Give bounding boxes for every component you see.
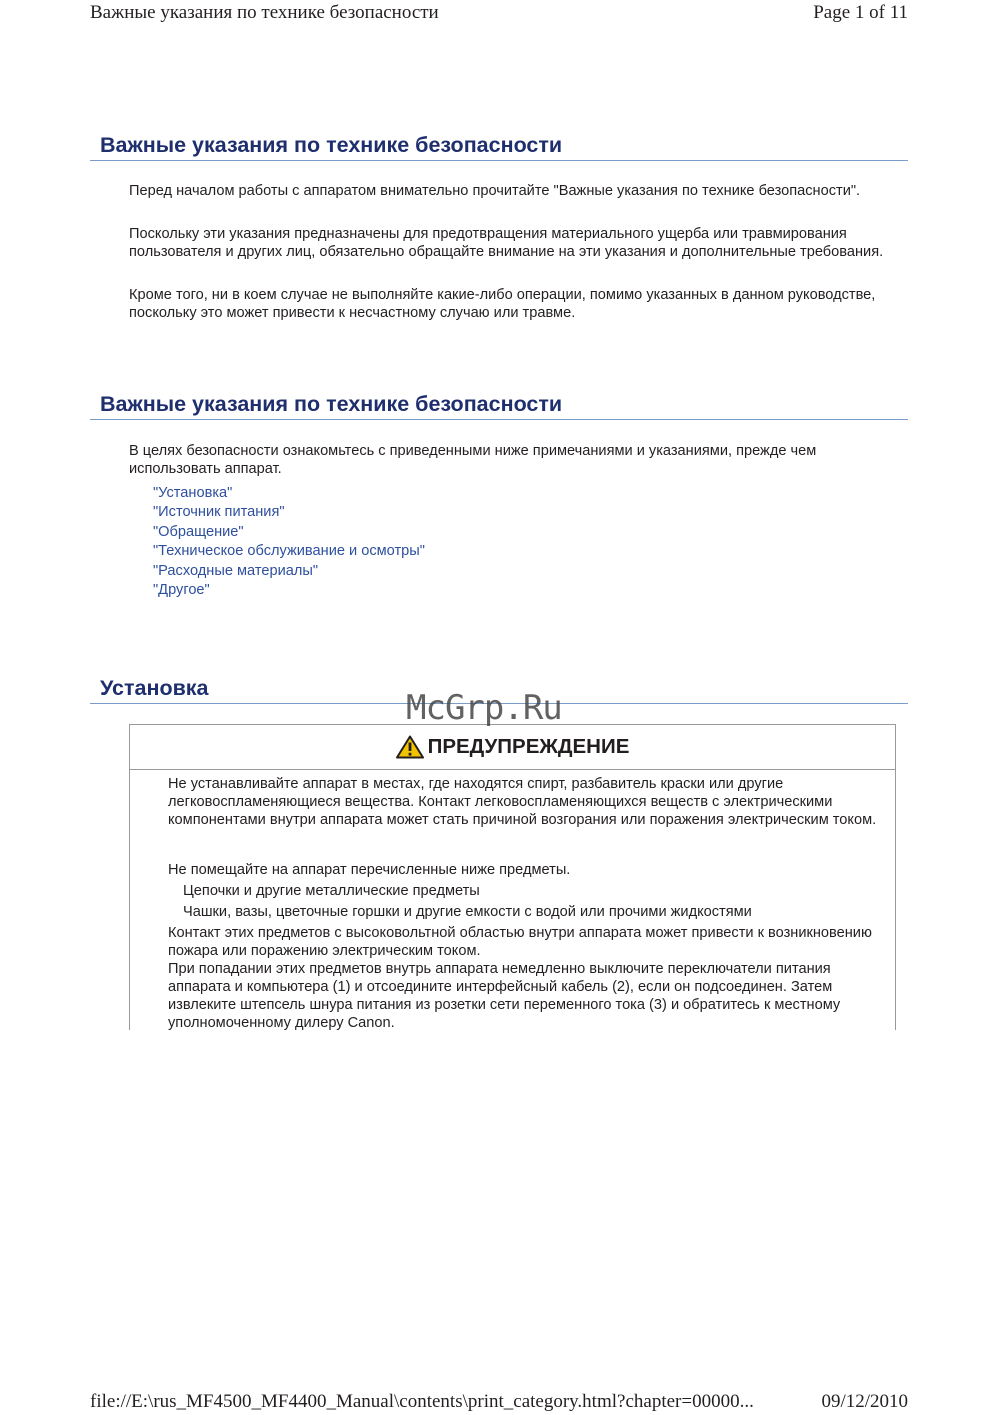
link-installation[interactable]: "Установка" (153, 485, 233, 501)
page-footer (90, 1391, 908, 1415)
link-handling[interactable]: "Обращение" (153, 523, 244, 540)
warning-list-item: Цепочки и другие металлические предметы (183, 883, 480, 899)
section-heading: Важные указания по технике безопасности (90, 390, 908, 420)
page-header (90, 2, 908, 26)
warning-box (129, 724, 896, 1030)
footer-path: file://E:\rus_MF4500_MF4400_Manual\contents\print_category.html?chapter=00000... (90, 1391, 754, 1412)
link-power-supply[interactable]: "Источник питания" (153, 504, 285, 521)
section-heading: Установка (90, 674, 908, 704)
warning-list-item: Чашки, вазы, цветочные горшки и другие емкости с водой или прочими жидкостями (183, 904, 752, 920)
header-title: Важные указания по технике безопасности (90, 2, 439, 23)
link-other[interactable]: "Другое" (153, 582, 210, 599)
header-page-number: Page 1 of 11 (813, 2, 908, 23)
warning-paragraph: При попадании этих предметов внутрь аппарата немедленно выключите переключатели питания аппарата и компьютера (1) и отсоедините интерфейсный кабель (2), если он подсоединен. Затем извлеките штепсель шнура питания из розетки сети переменного тока (3) и обратитесь к местному уполномоченному дилеру Canon. (168, 961, 841, 1031)
paragraph: Перед началом работы с аппаратом внимательно прочитайте "Важные указания по технике безопасности". (129, 183, 861, 199)
paragraph: Поскольку эти указания предназначены для предотвращения материального ущерба или травмирования пользователя и других лиц, обязательно обращайте внимание на эти указания и дополнительные требования. (129, 226, 884, 260)
link-list (153, 484, 425, 600)
link-maintenance[interactable]: "Техническое обслуживание и осмотры" (153, 543, 425, 560)
warning-paragraph: Не устанавливайте аппарат в местах, где находятся спирт, разбавитель краски или другие легковоспламеняющиеся вещества. Контакт легковоспламеняющихся веществ с электрическими компонентами внутри аппарата может стать причиной возгорания или поражения электрическим током. (168, 776, 877, 828)
footer-date: 09/12/2010 (821, 1391, 908, 1412)
section-heading: Важные указания по технике безопасности (90, 131, 908, 161)
warning-title (130, 725, 895, 770)
paragraph: В целях безопасности ознакомьтесь с приведенными ниже примечаниями и указаниями, прежде чем использовать аппарат. (129, 443, 817, 477)
warning-intro: Не помещайте на аппарат перечисленные ниже предметы. (168, 862, 571, 878)
paragraph: Кроме того, ни в коем случае не выполняйте какие-либо операции, помимо указанных в данном руководстве, поскольку это может привести к несчастному случаю или травме. (129, 287, 876, 321)
warning-paragraph: Контакт этих предметов с высоковольтной областью внутри аппарата может привести к возникновению пожара или поражению электрическим током. (168, 925, 872, 959)
warning-triangle-icon (396, 735, 424, 759)
link-consumables[interactable]: "Расходные материалы" (153, 562, 319, 579)
watermark: McGrp.Ru (406, 688, 562, 728)
warning-title-text: ПРЕДУПРЕЖДЕНИЕ (427, 735, 630, 758)
